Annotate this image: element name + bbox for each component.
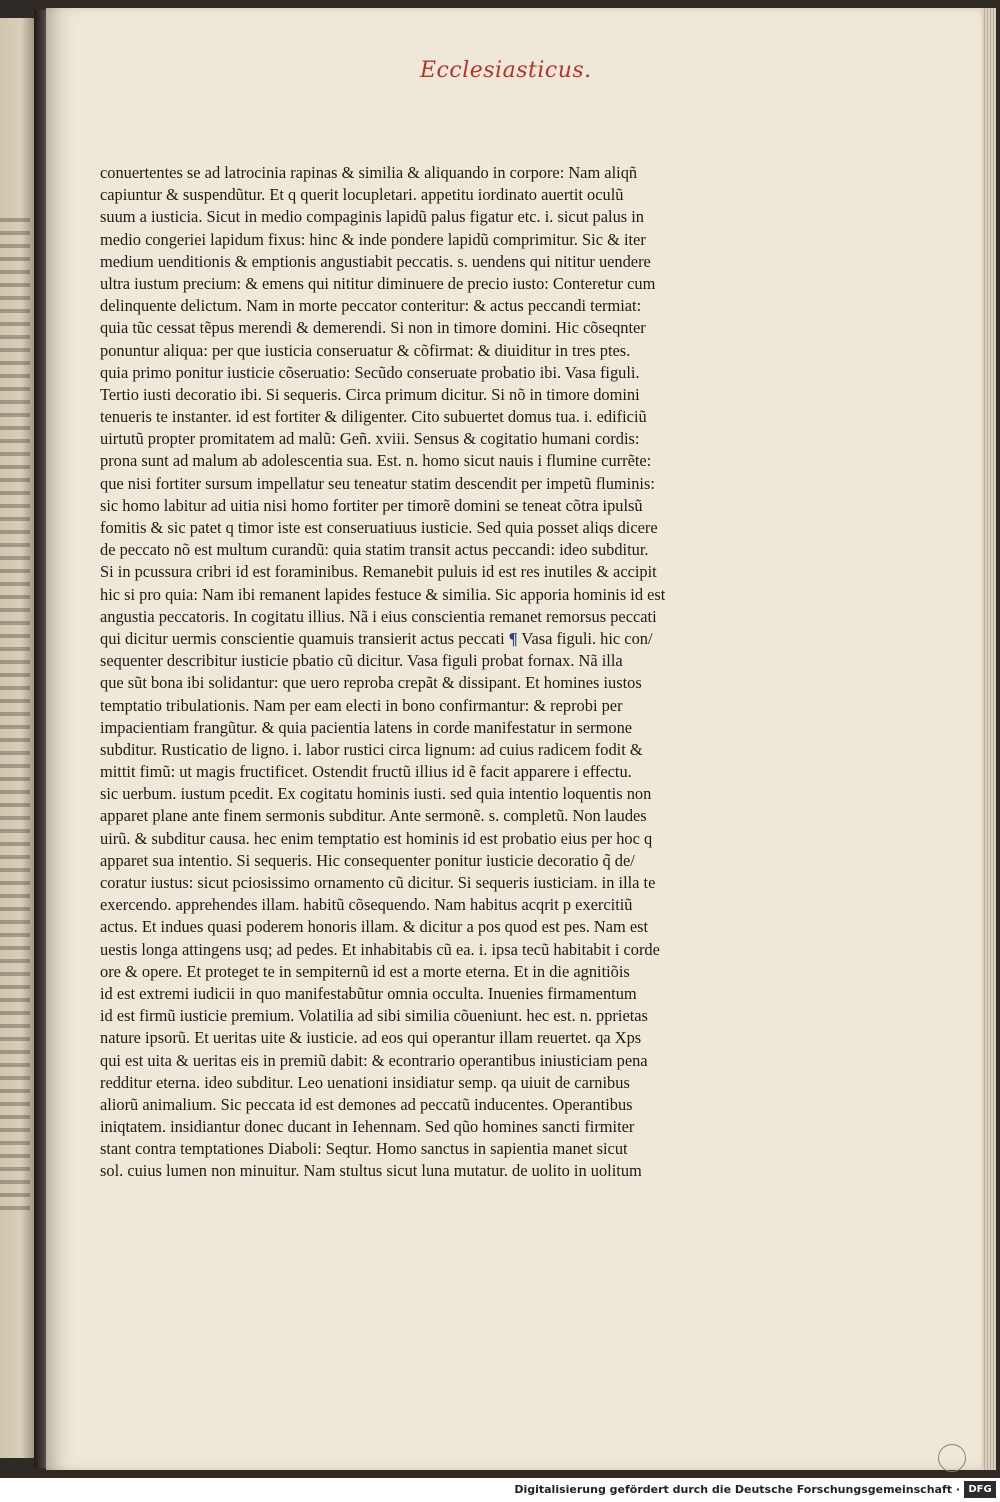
text-line: que nisi fortiter sursum impellatur seu teneatur statim descendit per impetũ fluminis: <box>100 473 655 493</box>
text-line: Tertio iusti decoratio ibi. Si sequeris. Circa primum dicitur. Si nõ in timore domini <box>100 384 640 404</box>
facing-page-text-fragment <box>0 218 30 1218</box>
text-line: apparet sua intentio. Si sequeris. Hic consequenter ponitur iusticie decoratio q̃ de/ <box>100 850 635 870</box>
text-line: sol. cuius lumen non minuitur. Nam stultus sicut luna mutatur. de uolito in uolitum <box>100 1161 642 1181</box>
text-line: subditur. Rusticatio de ligno. i. labor rustici circa lignum: ad cuius radicem fodit & <box>100 739 643 759</box>
text-line: uirtutũ propter promitatem ad malũ: Geñ. xviii. Sensus & cogitatio humani cordis: <box>100 429 640 449</box>
text-line: sic homo labitur ad uitia nisi homo fortiter per timorẽ domini se teneat cõtra ipulsũ <box>100 495 643 515</box>
text-line: redditur eterna. ideo subditur. Leo uenationi insidiatur semp. qa uiuit de carnibus <box>100 1072 630 1092</box>
text-line: conuertentes se ad latrocinia rapinas & similia & aliquando in corpore: Nam aliqñ <box>100 163 638 182</box>
text-line: id est extremi iudicii in quo manifestabũtur omnia occulta. Inuenies firmamentum <box>100 983 637 1003</box>
text-line: medium uenditionis & emptionis angustiabit peccatis. s. uendens qui nititur uendere <box>100 251 651 271</box>
text-line: tenueris te instanter. id est fortiter & diligenter. Cito subuertet domus tua. i. edificiũ <box>100 407 647 427</box>
paragraph-mark-icon: ¶ <box>508 628 518 648</box>
text-line: quia tũc cessat tẽpus merendi & demerendi. Si non in timore domini. Hic cõseqnter <box>100 318 646 338</box>
text-line: que sũt bona ibi solidantur: que uero reproba crepãt & dissipant. Et homines iustos <box>100 673 642 693</box>
funding-credit: Digitalisierung gefördert durch die Deutsche Forschungsgemeinschaft · <box>514 1483 960 1496</box>
text-line: aliorũ animalium. Sic peccata id est demones ad peccatũ inducentes. Operantibus <box>100 1094 633 1114</box>
text-line: sic uerbum. iustum pcedit. Ex cogitatu hominis iusti. sed quia intentio loquentis non <box>100 784 652 804</box>
text-line: mittit fimũ: ut magis fructificet. Ostendit fructũ illius id ẽ facit apparere i effectu. <box>100 762 632 782</box>
text-line: coratur iustus: sicut pciosissimo ornamento cũ dicitur. Si sequeris iusticiam. in illa te <box>100 873 656 892</box>
page-stack-edge <box>982 8 996 1470</box>
text-line: apparet plane ante finem sermonis subditur. Ante sermonẽ. s. completũ. Non laudes <box>100 806 647 826</box>
body-text <box>100 162 720 1183</box>
text-line: suum a iusticia. Sicut in medio compaginis lapidũ palus figatur etc. i. sicut palus in <box>100 207 644 227</box>
text-line: ore & opere. Et proteget te in sempiternũ id est a morte eterna. Et in die agnitiõis <box>100 961 630 981</box>
page-corner-mark-icon <box>938 1444 966 1472</box>
text-line: medio congeriei lapidum fixus: hinc & inde pondere lapidũ comprimitur. Sic & iter <box>100 229 646 249</box>
text-line-with-paragraph-mark <box>100 628 720 650</box>
text-line: id est firmũ iusticie premium. Volatilia ad sibi similia cõueniunt. hec est. n. pprietas <box>100 1006 648 1026</box>
text-line: sequenter describitur iusticie pbatio cũ dicitur. Vasa figuli probat fornax. Nã illa <box>100 651 623 671</box>
text-line: angustia peccatoris. In cogitatu illius. Nã i eius conscientia remanet remorsus peccati <box>100 606 657 626</box>
text-line: temptatio tribulationis. Nam per eam electi in bono confirmantur: & reprobi per <box>100 695 623 715</box>
text-line: actus. Et indues quasi poderem honoris illam. & dicitur a pos quod est pes. Nam est <box>100 917 649 937</box>
text-line: prona sunt ad malum ab adolescentia sua. Est. n. homo sicut nauis i flumine currẽte: <box>100 451 652 471</box>
footer-bar <box>0 1478 1000 1502</box>
text-line: stant contra temptationes Diaboli: Seqtur. Homo sanctus in sapientia manet sicut <box>100 1139 628 1159</box>
text-line: exercendo. apprehendes illam. habitũ cõsequendo. Nam habitus acqrit p exercitiũ <box>100 895 633 915</box>
text-line: delinquente delictum. Nam in morte peccator conteritur: & actus peccandi termiat: <box>100 296 642 316</box>
text-line-continuation: Vasa figuli. hic con/ <box>521 628 653 648</box>
text-line: uestis longa attingens usq; ad pedes. Et inhabitabis cũ ea. i. ipsa tecũ habitabit i corde <box>100 939 660 959</box>
text-line: hic si pro quia: Nam ibi remanent lapides festuce & similia. Sic apporia hominis id est <box>100 584 666 604</box>
text-line: iniqtatem. insidiantur donec ducant in Iehennam. Sed qũo homines sancti firmiter <box>100 1117 635 1137</box>
text-line: ponuntur aliqua: per que iusticia conseruatur & cõfirmat: & diuiditur in tres ptes. <box>100 340 631 360</box>
text-line: impacientiam frangũtur. & quia pacientia latens in corde manifestatur in sermone <box>100 717 633 737</box>
text-line: quia primo ponitur iusticie cõseruatio: Secũdo conseruate probatio ibi. Vasa figuli. <box>100 362 640 382</box>
facing-page-edge <box>0 18 38 1458</box>
text-line-start: qui dicitur uermis conscientie quamuis transierit actus peccati <box>100 628 505 648</box>
text-line: Si in pcussura cribri id est foraminibus. Remanebit puluis id est res inutiles & accipit <box>100 562 657 582</box>
text-line: de peccato nõ est multum curandũ: quia statim transit actus peccandi: ideo subditur. <box>100 540 649 560</box>
text-line: uirũ. & subditur causa. hec enim temptatio est hominis id est probatio eius per hoc q <box>100 828 653 848</box>
text-line: nature ipsorũ. Et ueritas uite & iusticie. ad eos qui operantur illam reuertet. qa Xps <box>100 1028 642 1048</box>
text-line: qui est uita & ueritas eis in premiũ dabit: & econtrario operantibus iniusticiam pena <box>100 1050 648 1070</box>
text-line: fomitis & sic patet q timor iste est conseruatiuus iusticie. Sed quia posset aliqs dicere <box>100 518 658 537</box>
dfg-logo: DFG <box>964 1481 996 1498</box>
text-line: capiuntur & suspendũtur. Et q querit locupletari. appetitu iordinato auertit oculũ <box>100 185 624 205</box>
running-title: Ecclesiasticus. <box>420 58 592 83</box>
text-line: ultra iustum precium: & emens qui nititur diminuere de precio iusto: Conteretur cum <box>100 273 656 293</box>
